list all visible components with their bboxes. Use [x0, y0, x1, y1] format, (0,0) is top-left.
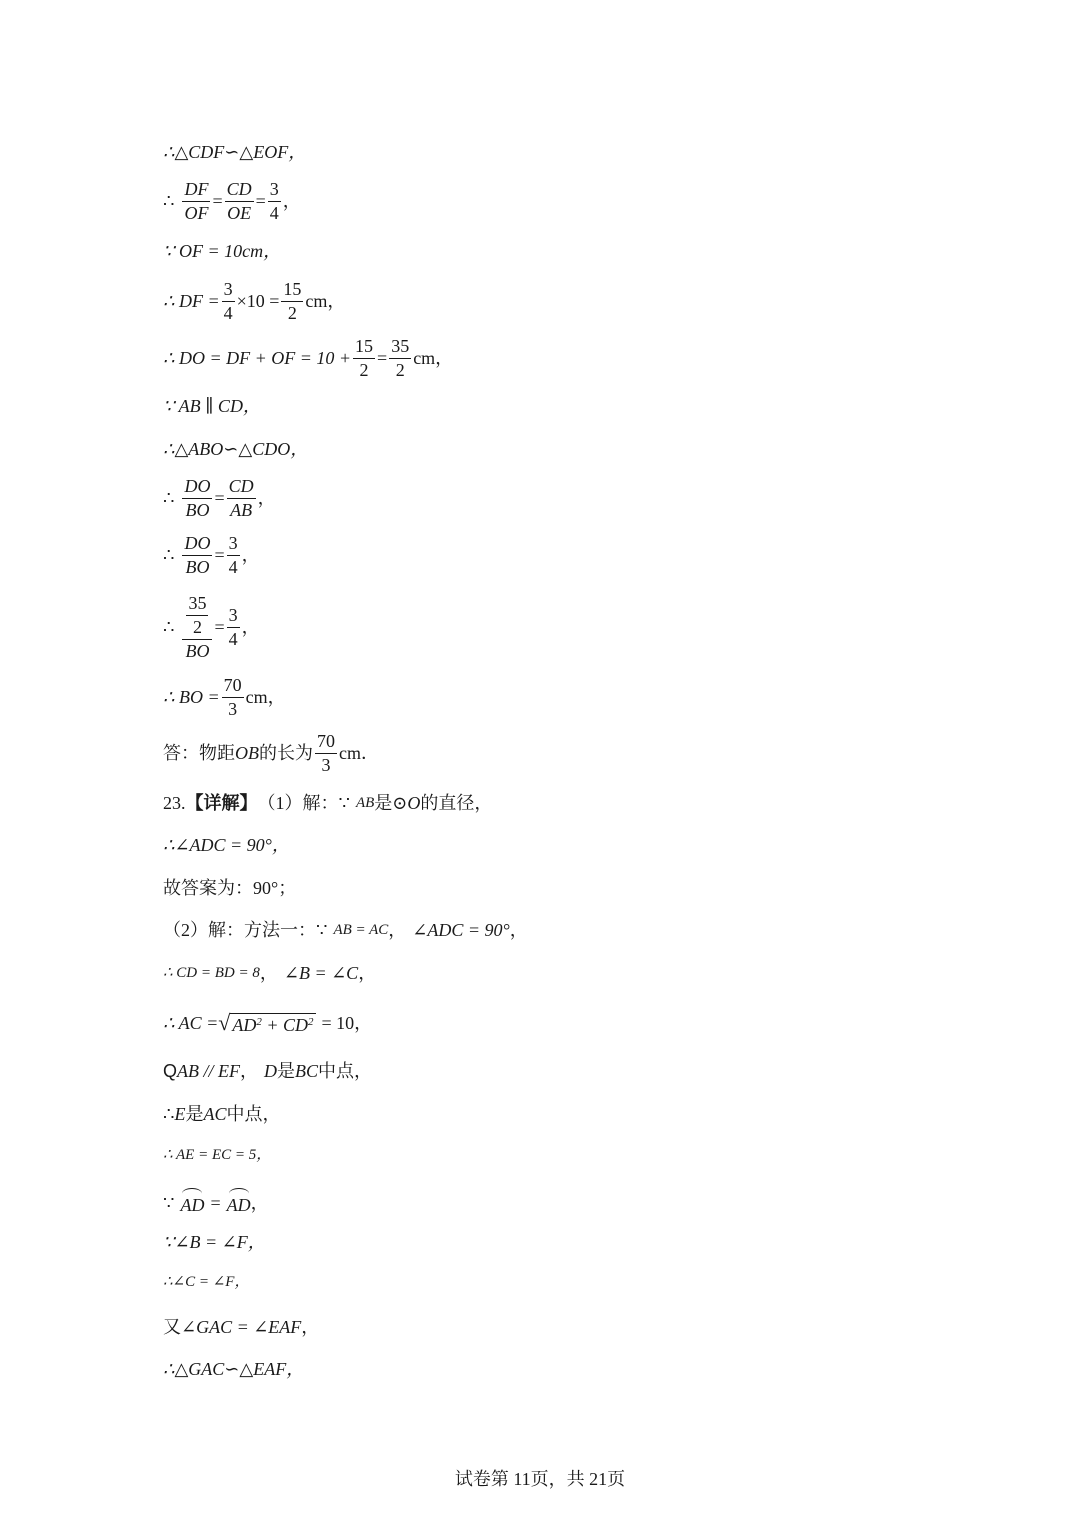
text: ∴ DF = [163, 291, 220, 312]
compound-fraction: $\frac{\frac{35}{2}}{BO}$ [182, 594, 212, 661]
square-root: √ $AD^2 + CD^2$ [218, 1010, 314, 1035]
line-21 [163, 1148, 271, 1163]
line-9: ∴ $\frac{DO}{BO}$ = $\frac{3}{4}$ ， [163, 533, 260, 577]
question-number: 23. [163, 793, 186, 813]
text: ∴ [163, 191, 175, 212]
text: ∴△CDF∽△EOF， [163, 142, 307, 162]
line-4: ∴ DF = $\frac{3}{4}$ ×10 = $\frac{15}{2}$ cm， [163, 279, 346, 323]
text: 答：物距 [163, 743, 235, 764]
text: ∴ [163, 617, 175, 638]
page-footer: 试卷第 11页，共 21页 [454, 1469, 626, 1489]
detail-tag: 【详解】 [185, 793, 258, 813]
line-14 [163, 836, 290, 854]
line-10: ∴ $\frac{\frac{35}{2}}{BO}$ = $\frac{3}{4}$ ， [163, 593, 260, 661]
text: 故答案为：90°； [163, 878, 297, 898]
text: ∴△GAC∽△EAF， [163, 1359, 305, 1379]
line-24 [163, 1275, 249, 1290]
line-6 [163, 397, 261, 415]
arc: AD [180, 1192, 204, 1214]
text: ∵∠B = ∠F， [163, 1232, 266, 1252]
line-8: ∴ $\frac{DO}{BO}$ = $\frac{CD}{AB}$ ， [163, 476, 276, 520]
fraction: $\frac{CD}{AB}$ [228, 476, 254, 520]
line-19: Q AB // EF ， D 是 BC 中点， [163, 1061, 373, 1081]
text: ∵ OF = 10cm， [163, 241, 282, 261]
fraction: $\frac{DO}{BO}$ [184, 476, 211, 520]
line-17: ∴ CD = BD = 8 ， ∠B = ∠C ， [163, 963, 377, 983]
text: ∴ AC = [163, 1013, 219, 1033]
arc: AD [227, 1192, 251, 1214]
line-26 [163, 1360, 304, 1378]
text: ∴ [163, 545, 175, 566]
fraction: $\frac{70}{3}$ [223, 675, 242, 719]
line-5: ∴ DO = DF + OF = 10 + $\frac{15}{2}$ = $\frac{35}{2}$ cm， [163, 336, 454, 380]
line-15 [163, 879, 296, 897]
fraction: $\frac{3}{4}$ [228, 533, 238, 577]
fraction: $\frac{DF}{OF}$ [184, 179, 209, 223]
fraction: $\frac{DO}{BO}$ [184, 533, 211, 577]
line-11: ∴ BO = $\frac{70}{3}$ cm， [163, 675, 286, 719]
text: ∴ DO = DF + OF = 10 + [163, 348, 352, 369]
fraction: $\frac{CD}{OE}$ [226, 179, 252, 223]
line-7 [163, 440, 308, 458]
text: 又 [163, 1317, 181, 1337]
fraction: $\frac{3}{4}$ [228, 604, 238, 649]
line-3 [163, 242, 281, 260]
text: ∴△ABO∽△CDO， [163, 439, 309, 459]
line-1 [163, 143, 306, 161]
fraction: $\frac{3}{4}$ [269, 179, 279, 223]
line-23 [163, 1233, 266, 1251]
line-16: （2）解：方法一： ∵ AB = AC ， ∠ADC = 90° ， [163, 920, 528, 940]
fraction: $\frac{35}{2}$ [391, 336, 410, 380]
text: ∴ BO = [163, 687, 220, 708]
line-25: 又 ∠GAC = ∠EAF ， [163, 1317, 320, 1337]
fraction: $\frac{15}{2}$ [355, 336, 374, 380]
fraction: $\frac{3}{4}$ [223, 279, 233, 323]
fraction: $\frac{70}{3}$ [317, 731, 335, 775]
text: ∴ [163, 1104, 175, 1124]
line-13: 23. 【详解】 （1）解： ∵ AB 是⊙ O 的直径， [163, 793, 493, 813]
line-12: 答：物距 OB 的长为 $\frac{70}{3}$ cm． [163, 731, 379, 775]
text: （2）解：方法一： [163, 920, 316, 940]
text: ∵ [163, 1193, 175, 1213]
text: ∴ CD = BD = 8 [163, 964, 260, 981]
line-22: ∵ AD = AD ， [163, 1193, 269, 1215]
text: Q [163, 1061, 178, 1081]
text: ∴ [163, 488, 175, 509]
text: ∴∠ADC = 90°， [163, 835, 290, 855]
text: ∵ AB ∥ CD， [163, 396, 261, 416]
fraction: $\frac{15}{2}$ [283, 279, 302, 323]
line-2: ∴ $\frac{DF}{OF}$ = $\frac{CD}{OE}$ = $\frac{3}{4}$ ， [163, 179, 301, 223]
text: ∴ AE = EC = 5， [163, 1147, 272, 1163]
text: ∴∠C = ∠F， [163, 1274, 250, 1290]
line-20: ∴ E 是 AC 中点， [163, 1104, 281, 1124]
line-18: ∴ AC = √ $AD^2 + CD^2$ = 10， [163, 1010, 373, 1035]
